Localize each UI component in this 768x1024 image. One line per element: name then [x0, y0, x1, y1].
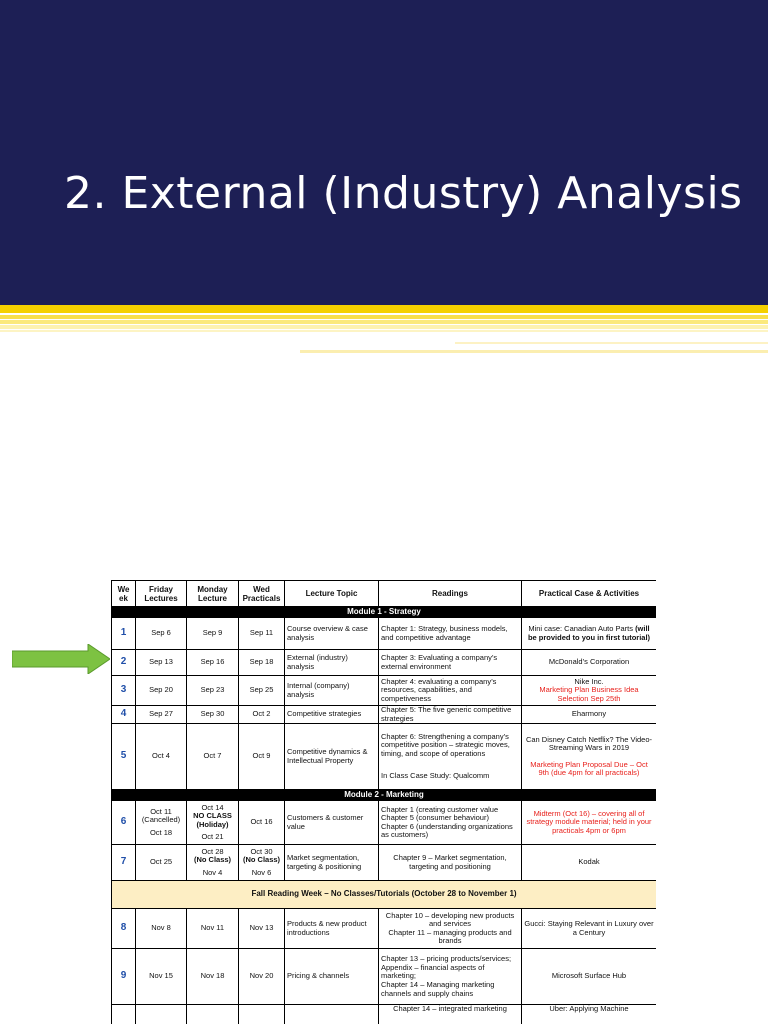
week-number: 2 — [112, 650, 136, 676]
date-line: Nov 4 — [202, 867, 223, 877]
lecture-topic: Competitive strategies — [285, 706, 379, 724]
header-wed: Wed Practicals — [239, 581, 285, 607]
week-number: 1 — [112, 618, 136, 650]
table-row — [112, 801, 657, 845]
week-number: 4 — [112, 706, 136, 724]
wed-date: Sep 25 — [239, 676, 285, 706]
friday-date: Oct 25 — [136, 845, 187, 881]
table-row — [112, 949, 657, 1005]
lecture-topic: Pricing & channels — [285, 949, 379, 1005]
module-2-label: Module 2 - Marketing — [112, 790, 657, 801]
deadline-note: Marketing Plan Business Idea Selection Sep 25th — [539, 685, 639, 703]
readings: Chapter 1: Strategy, business models, and competitive advantage — [379, 618, 522, 650]
wed-date: Oct 16 — [239, 801, 285, 845]
week-number: 9 — [112, 949, 136, 1005]
monday-date: Nov 11 — [187, 909, 239, 949]
week-number: 5 — [112, 724, 136, 790]
practical-case: Gucci: Staying Relevant in Luxury over a Century — [522, 909, 657, 949]
week-number: 3 — [112, 676, 136, 706]
lecture-topic: Competitive dynamics & Intellectual Property — [285, 724, 379, 790]
date-line: Oct 11 — [150, 806, 172, 816]
lecture-topic: Customers & customer value — [285, 801, 379, 845]
readings: Chapter 5: The five generic competitive strategies — [379, 706, 522, 724]
table-row — [112, 706, 657, 724]
lecture-topic: Products & new product introductions — [285, 909, 379, 949]
date-line: Oct 28 — [201, 846, 224, 856]
practical-case: Microsoft Surface Hub — [522, 949, 657, 1005]
wed-date: Oct 2 — [239, 706, 285, 724]
title-band — [0, 0, 768, 305]
header-topic: Lecture Topic — [285, 581, 379, 607]
course-schedule-image — [111, 580, 656, 1024]
week-number — [112, 1005, 136, 1024]
date-line: (No Class) — [193, 855, 232, 865]
practical-case: Kodak — [522, 845, 657, 881]
case-text: Can Disney Catch Netflix? The Video-Streaming Wars in 2019 — [525, 734, 653, 753]
friday-date: Sep 27 — [136, 706, 187, 724]
monday-date: Sep 23 — [187, 676, 239, 706]
wed-date: Nov 20 — [239, 949, 285, 1005]
date-line: Oct 18 — [149, 827, 173, 837]
monday-date — [187, 801, 239, 845]
week-number: 8 — [112, 909, 136, 949]
table-row — [112, 1005, 657, 1024]
schedule-table — [111, 580, 656, 1024]
module-1-label: Module 1 - Strategy — [112, 607, 657, 618]
readings: Chapter 4: evaluating a company’s resources, capabilities, and competiveness — [379, 676, 522, 706]
wed-date — [239, 1005, 285, 1024]
date-line: Oct 21 — [201, 832, 224, 842]
date-line: (Cancelled) — [141, 815, 181, 825]
friday-date — [136, 1005, 187, 1024]
wed-date: Sep 18 — [239, 650, 285, 676]
lecture-topic: Market segmentation, targeting & positioning — [285, 845, 379, 881]
friday-date: Nov 8 — [136, 909, 187, 949]
wed-date: Nov 13 — [239, 909, 285, 949]
header-case: Practical Case & Activities — [522, 581, 657, 607]
reading-line: Chapter 6: Strengthening a company’s competitive position – strategic moves, timing, and scope of operations — [381, 731, 510, 758]
reading-line: Chapter 1 (creating customer value — [381, 804, 499, 814]
case-note: (will be provided to you in first tutorial) — [527, 623, 651, 642]
reading-line: Chapter 5 (consumer behaviour) — [381, 813, 489, 823]
week-number: 7 — [112, 845, 136, 881]
monday-date: Sep 9 — [187, 618, 239, 650]
table-row — [112, 845, 657, 881]
friday-date: Sep 13 — [136, 650, 187, 676]
monday-date: Oct 7 — [187, 724, 239, 790]
practical-case — [522, 676, 657, 706]
table-row — [112, 676, 657, 706]
readings: Chapter 3: Evaluating a company’s external environment — [379, 650, 522, 676]
readings: Chapter 9 – Market segmentation, targeting and positioning — [379, 845, 522, 881]
lecture-topic — [285, 1005, 379, 1024]
monday-date: Sep 16 — [187, 650, 239, 676]
reading-line: Chapter 14 – Managing marketing channels and supply chains — [381, 979, 495, 998]
friday-date: Sep 6 — [136, 618, 187, 650]
date-line: NO CLASS — [193, 811, 232, 821]
friday-date: Nov 15 — [136, 949, 187, 1005]
week-number: 6 — [112, 801, 136, 845]
reading-week-row — [112, 881, 657, 909]
lecture-topic: External (industry) analysis — [285, 650, 379, 676]
lecture-topic: Course overview & case analysis — [285, 618, 379, 650]
case-text: Nike Inc. — [574, 676, 604, 686]
table-row — [112, 724, 657, 790]
friday-date: Oct 4 — [136, 724, 187, 790]
reading-line: In Class Case Study: Qualcomm — [381, 771, 490, 781]
practical-case: Midterm (Oct 16) – covering all of strategy module material; held in your practicals 4pm or 6pm — [522, 801, 657, 845]
wed-date: Sep 11 — [239, 618, 285, 650]
deadline-note: Marketing Plan Proposal Due – Oct 9th (due 4pm for all practicals) — [530, 759, 648, 778]
lecture-topic: Internal (company) analysis — [285, 676, 379, 706]
readings: Chapter 14 – integrated marketing — [379, 1005, 522, 1024]
reading-line: Chapter 11 – managing products and brands — [388, 927, 512, 946]
header-readings: Readings — [379, 581, 522, 607]
header-friday: Friday Lectures — [136, 581, 187, 607]
date-line: Oct 14 — [201, 802, 224, 812]
module-row — [112, 790, 657, 801]
friday-date: Sep 20 — [136, 676, 187, 706]
header-row — [112, 581, 657, 607]
header-monday: Monday Lecture — [187, 581, 239, 607]
readings — [379, 909, 522, 949]
monday-date: Nov 18 — [187, 949, 239, 1005]
wed-date — [239, 845, 285, 881]
case-text: Mini case: Canadian Auto Parts — [528, 623, 636, 633]
header-week: We ek — [112, 581, 136, 607]
practical-case — [522, 724, 657, 790]
practical-case: Eharmony — [522, 706, 657, 724]
reading-line: Chapter 13 – pricing products/services; — [381, 954, 512, 964]
reading-line: Chapter 6 (understanding organizations as customers) — [381, 821, 513, 840]
green-arrow-icon — [12, 644, 110, 674]
practical-case — [522, 618, 657, 650]
monday-date — [187, 1005, 239, 1024]
practical-case: Uber: Applying Machine — [522, 1005, 657, 1024]
table-row — [112, 618, 657, 650]
date-line: Nov 6 — [251, 867, 272, 877]
date-line: (No Class) — [242, 855, 281, 865]
monday-date — [187, 845, 239, 881]
reading-line: Appendix – financial aspects of marketing; — [381, 962, 485, 981]
module-row — [112, 607, 657, 618]
table-row — [112, 650, 657, 676]
slide-title: 2. External (Industry) Analysis — [64, 168, 743, 219]
readings — [379, 949, 522, 1005]
readings — [379, 724, 522, 790]
date-line: Oct 30 — [250, 846, 273, 856]
reading-line: Chapter 10 – developing new products and services — [385, 910, 515, 929]
practical-case: McDonald’s Corporation — [522, 650, 657, 676]
wed-date: Oct 9 — [239, 724, 285, 790]
monday-date: Sep 30 — [187, 706, 239, 724]
readings — [379, 801, 522, 845]
reading-week-label: Fall Reading Week – No Classes/Tutorials (October 28 to November 1) — [112, 881, 657, 909]
table-row — [112, 909, 657, 949]
gold-stripes — [0, 300, 768, 360]
friday-date — [136, 801, 187, 845]
date-line: (Holiday) — [196, 819, 229, 829]
